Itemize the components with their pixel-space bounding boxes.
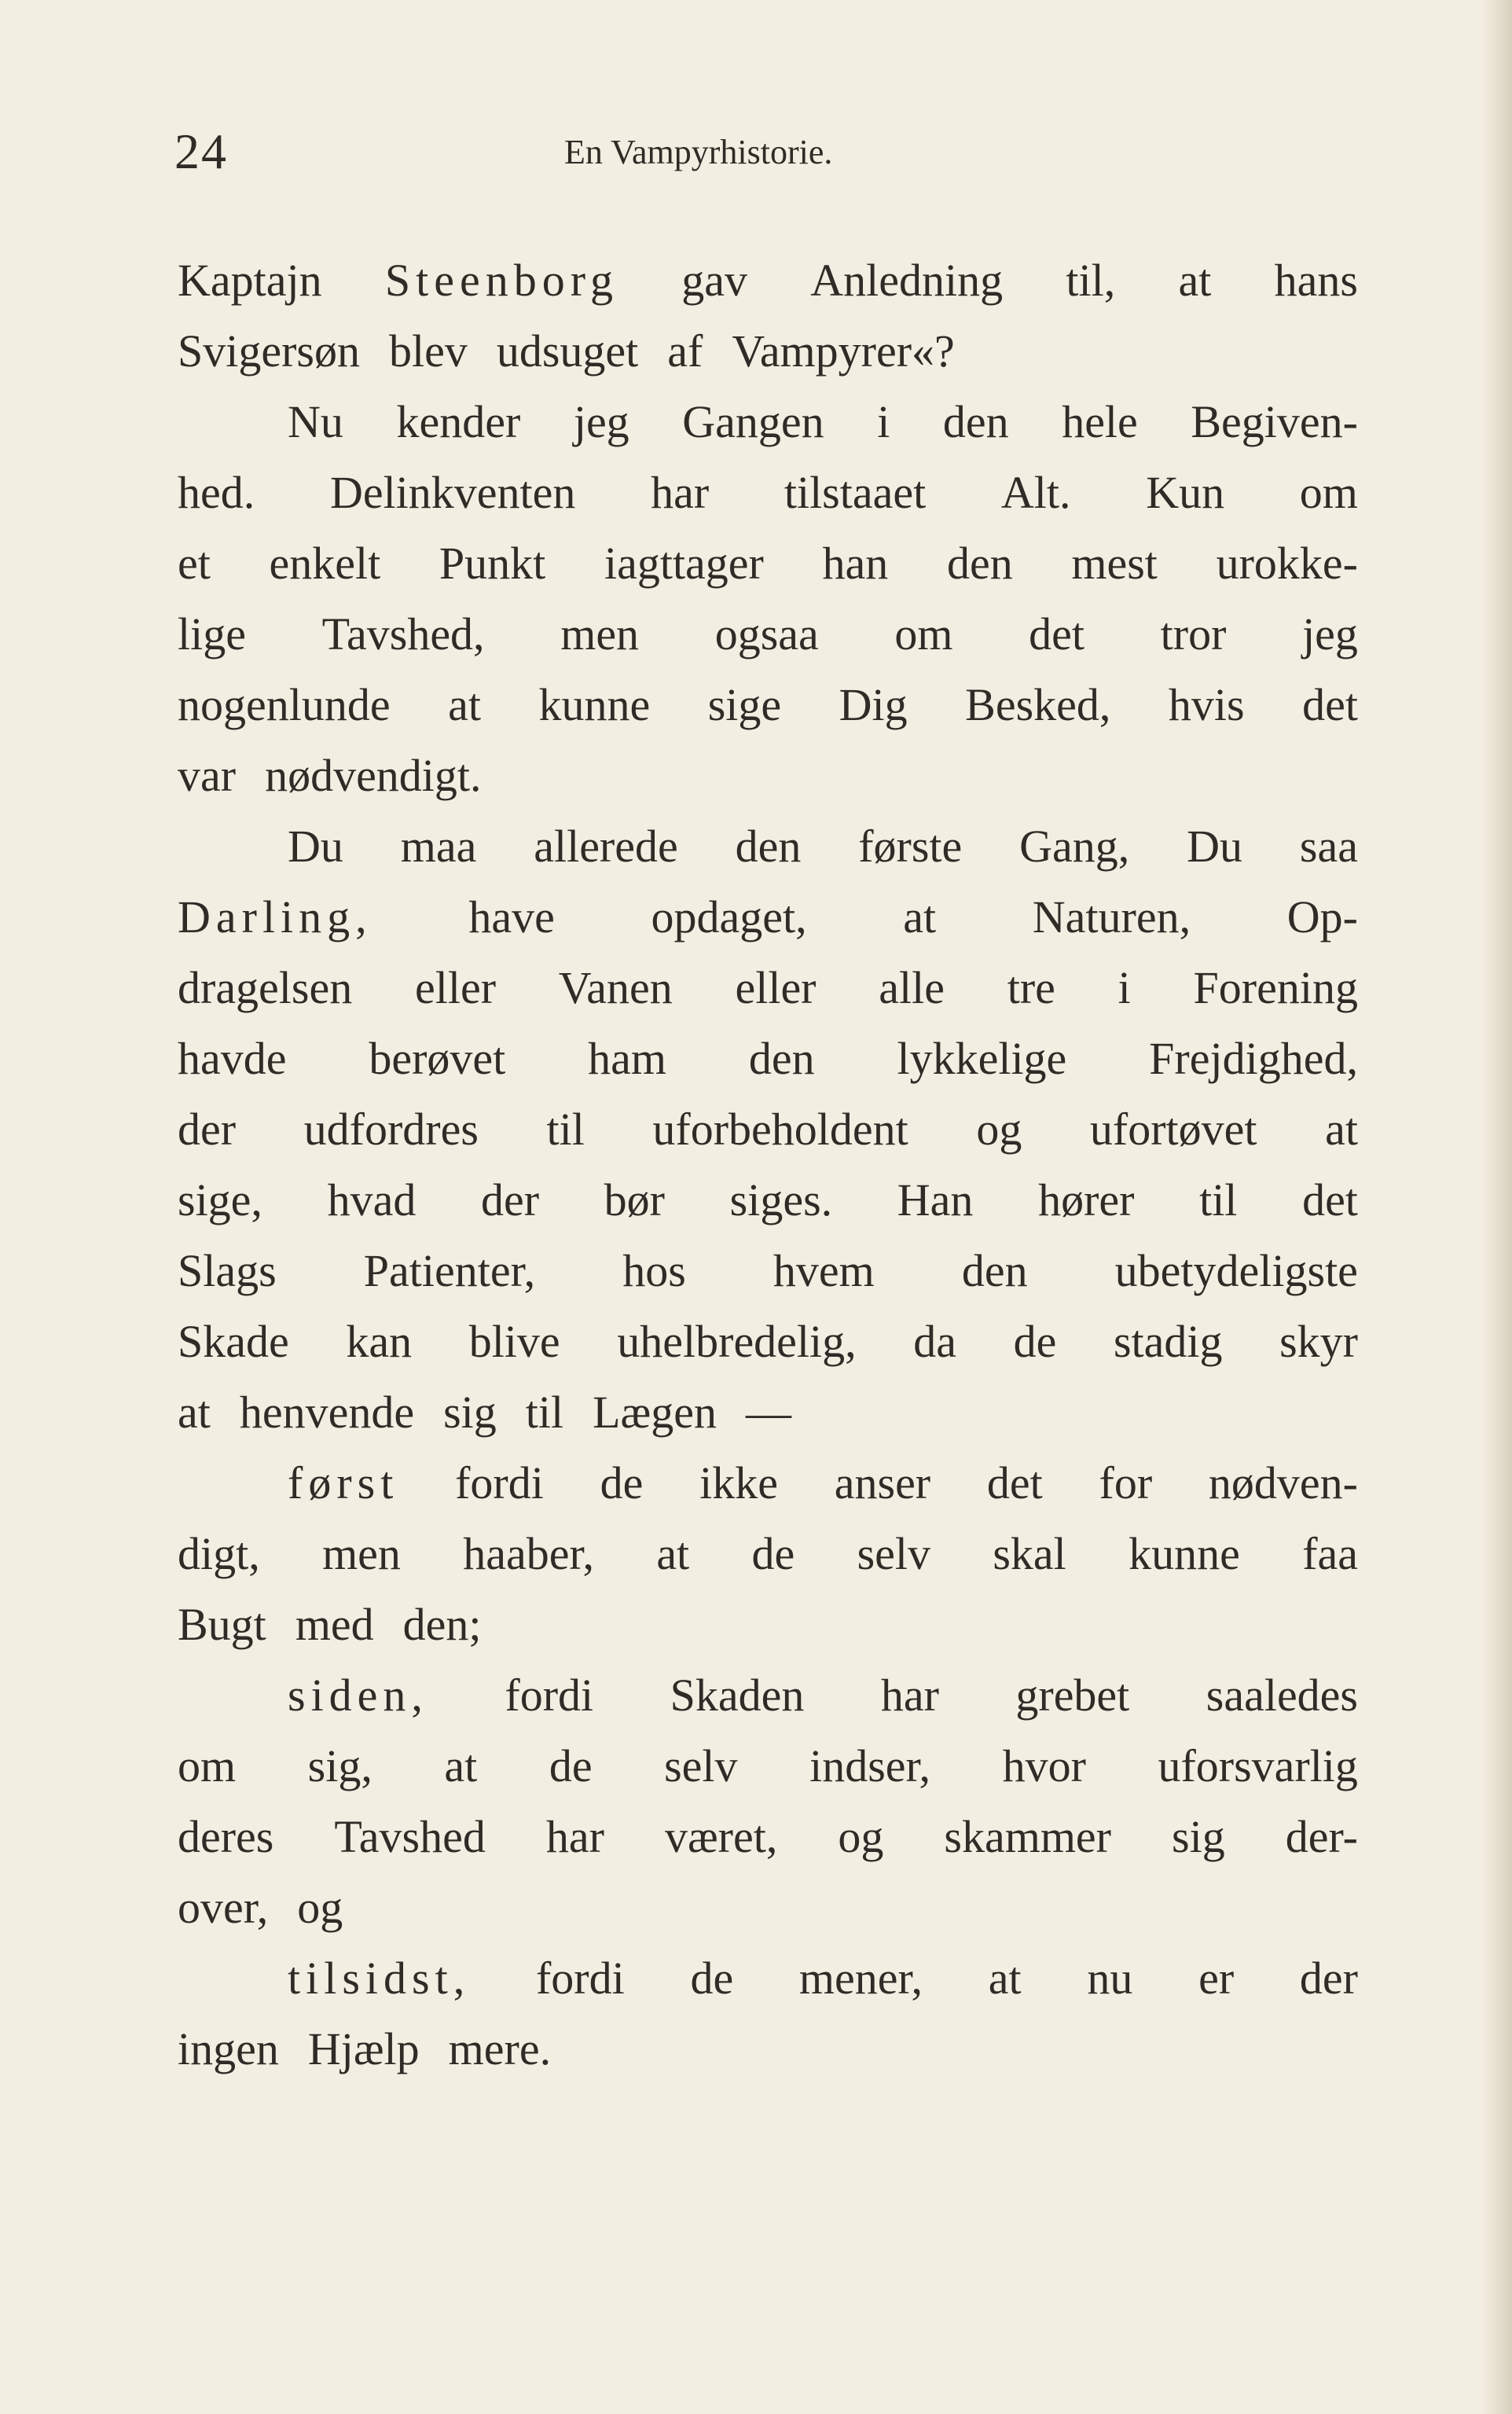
word: Darling, [178, 891, 372, 942]
word: havde [178, 1033, 287, 1084]
word: anser [834, 1457, 931, 1508]
word: jeg [573, 396, 629, 447]
word: Besked, [965, 679, 1111, 730]
word: har [880, 1670, 939, 1721]
word: Slags [178, 1245, 277, 1296]
text-line [178, 740, 1358, 811]
word: skammer [944, 1811, 1111, 1862]
word: sig [1172, 1811, 1225, 1862]
word: den; [402, 1599, 482, 1650]
word: der- [1285, 1811, 1358, 1862]
word: enkelt [269, 538, 381, 589]
word: det [1302, 679, 1358, 730]
word: skal [993, 1528, 1066, 1579]
word: bør [604, 1174, 665, 1225]
word: tre [1007, 962, 1055, 1013]
word: Naturen, [1032, 891, 1191, 942]
word: Lægen [593, 1387, 717, 1438]
word: ingen [178, 2023, 279, 2074]
word: hvem [773, 1245, 875, 1296]
word: og [976, 1104, 1022, 1155]
word: Tavshed, [321, 608, 485, 660]
word: blive [468, 1316, 560, 1367]
word: have [468, 891, 555, 942]
word: Du [1187, 821, 1243, 872]
text-line [178, 1731, 1358, 1802]
word: iagttager [604, 538, 764, 589]
word: har [651, 467, 710, 518]
word: de [600, 1457, 644, 1508]
word: i [877, 396, 890, 447]
word: uhelbredelig, [617, 1316, 857, 1367]
word: til, [1066, 255, 1116, 306]
word: selv [857, 1528, 931, 1579]
word: lykkelige [897, 1033, 1067, 1084]
running-title: En Vampyrhistorie. [564, 133, 833, 171]
word: maa [400, 821, 477, 872]
word: de [690, 1953, 734, 2004]
text-line [178, 1519, 1358, 1589]
word: fordi [455, 1457, 544, 1508]
word: men [560, 608, 640, 660]
word: er [1198, 1953, 1235, 2004]
word: mest [1071, 538, 1158, 589]
word: Begiven- [1191, 396, 1358, 447]
word: — [745, 1387, 791, 1438]
word: til [1199, 1174, 1238, 1225]
word: han [822, 538, 889, 589]
word: faa [1302, 1528, 1358, 1579]
word: at [444, 1740, 478, 1791]
word: Alt. [1000, 467, 1071, 518]
word: om [894, 608, 953, 660]
word: Forening [1193, 962, 1358, 1013]
word: Kun [1146, 467, 1225, 518]
word: den [946, 538, 1013, 589]
text-line [178, 670, 1358, 740]
word: Skade [178, 1316, 289, 1367]
word: Skaden [670, 1670, 805, 1721]
word: blev [389, 325, 468, 377]
word: at [903, 891, 937, 942]
text-line [178, 882, 1358, 953]
word: med [295, 1599, 374, 1650]
body-text [178, 245, 1358, 2085]
word: første [858, 821, 963, 872]
word: om [1299, 467, 1358, 518]
word: alle [879, 962, 945, 1013]
word: til [525, 1387, 564, 1438]
word: nødven- [1208, 1457, 1358, 1508]
word: hos [622, 1245, 686, 1296]
word: uforbeholdent [652, 1104, 908, 1155]
word: om [178, 1740, 237, 1791]
text-line [178, 528, 1358, 599]
text-line [178, 245, 1358, 316]
word: sige [707, 679, 782, 730]
word: ubetydeligste [1114, 1245, 1358, 1296]
word: dragelsen [178, 962, 353, 1013]
word: tilsidst, [288, 1953, 471, 2004]
word: lige [178, 608, 246, 660]
word: sig, [307, 1740, 372, 1791]
word: den [748, 1033, 815, 1084]
text-line [178, 953, 1358, 1023]
word: den [961, 1245, 1028, 1296]
word: og [838, 1811, 884, 1862]
word: ham [588, 1033, 666, 1084]
word: indser, [809, 1740, 931, 1791]
word: skyr [1279, 1316, 1358, 1367]
word: fordi [535, 1953, 625, 2004]
word: det [986, 1457, 1043, 1508]
text-line [178, 1802, 1358, 1872]
word: eller [414, 962, 497, 1013]
word: Dig [839, 679, 908, 730]
word: siden, [288, 1670, 428, 1721]
word: grebet [1015, 1670, 1130, 1721]
word: og [297, 1882, 343, 1933]
word: hans [1274, 255, 1358, 306]
word: tilstaaet [784, 467, 927, 518]
word: stadig [1113, 1316, 1223, 1367]
word: hed. [178, 467, 255, 518]
word: der [1299, 1953, 1358, 2004]
word: sig [443, 1387, 497, 1438]
word: sige, [178, 1174, 262, 1225]
word: de [549, 1740, 593, 1791]
text-line [178, 1448, 1358, 1519]
word: saaledes [1206, 1670, 1358, 1721]
word: Vampyrer«? [732, 325, 955, 377]
word: først [288, 1457, 399, 1508]
word: var [178, 750, 237, 801]
word: ufortøvet [1089, 1104, 1257, 1155]
word: været, [664, 1811, 778, 1862]
word: gav [681, 255, 748, 306]
word: over, [178, 1882, 269, 1933]
word: af [667, 325, 703, 377]
word: berøvet [369, 1033, 506, 1084]
text-line [178, 1872, 1358, 1943]
word: Gangen [682, 396, 824, 447]
word: hvis [1168, 679, 1245, 730]
word: da [913, 1316, 956, 1367]
word: at [988, 1953, 1022, 2004]
word: Kaptajn [178, 255, 322, 306]
word: Bugt [178, 1599, 266, 1650]
word: tror [1160, 608, 1227, 660]
word: siges. [729, 1174, 833, 1225]
word: nødvendigt. [265, 750, 482, 801]
word: de [1013, 1316, 1057, 1367]
text-line [178, 1377, 1358, 1448]
word: Tavshed [334, 1811, 486, 1862]
text-line [178, 457, 1358, 528]
page-number: 24 [174, 123, 228, 179]
word: hører [1038, 1174, 1135, 1225]
word: jeg [1302, 608, 1358, 660]
word: Anledning [810, 255, 1004, 306]
word: Nu [288, 396, 343, 447]
text-line [178, 387, 1358, 457]
word: den [735, 821, 802, 872]
word: men [322, 1528, 401, 1579]
word: mere. [448, 2023, 552, 2074]
word: uforsvarlig [1158, 1740, 1358, 1791]
word: Du [288, 821, 343, 872]
word: Op- [1286, 891, 1358, 942]
page-header [0, 124, 1512, 179]
word: det [1302, 1174, 1358, 1225]
word: mener, [798, 1953, 923, 2004]
word: Hjælp [307, 2023, 420, 2074]
word: Frejdighed, [1149, 1033, 1358, 1084]
word: fordi [505, 1670, 594, 1721]
word: i [1117, 962, 1131, 1013]
word: de [751, 1528, 795, 1579]
word: udsuget [496, 325, 639, 377]
word: at [178, 1387, 211, 1438]
word: der [178, 1104, 237, 1155]
text-line [178, 599, 1358, 670]
word: eller [735, 962, 817, 1013]
word: til [546, 1104, 585, 1155]
text-line [178, 1306, 1358, 1377]
text-line [178, 1023, 1358, 1094]
text-line [178, 2014, 1358, 2085]
text-line [178, 1165, 1358, 1236]
word: et [178, 538, 211, 589]
text-line [178, 1589, 1358, 1660]
word: Svigersøn [178, 325, 360, 377]
word: Han [897, 1174, 974, 1225]
word: nogenlunde [178, 679, 391, 730]
word: kunne [1128, 1528, 1240, 1579]
word: at [1178, 255, 1212, 306]
word: den [942, 396, 1009, 447]
word: for [1099, 1457, 1153, 1508]
word: har [545, 1811, 604, 1862]
text-line [178, 1094, 1358, 1165]
word: haaber, [463, 1528, 594, 1579]
word: selv [664, 1740, 738, 1791]
word: ikke [699, 1457, 778, 1508]
word: deres [178, 1811, 274, 1862]
word: Delinkventen [329, 467, 576, 518]
word: nu [1087, 1953, 1133, 2004]
word: at [656, 1528, 690, 1579]
word: hele [1062, 396, 1138, 447]
word: kender [396, 396, 521, 447]
text-line [178, 1943, 1358, 2014]
word: kan [346, 1316, 413, 1367]
page-edge-shadow [1481, 0, 1512, 2414]
text-line [178, 1236, 1358, 1306]
word: Vanen [558, 962, 673, 1013]
word: der [480, 1174, 540, 1225]
word: saa [1299, 821, 1358, 872]
text-line [178, 1660, 1358, 1731]
word: kunne [538, 679, 651, 730]
word: allerede [534, 821, 678, 872]
word: Steenborg [384, 255, 618, 306]
text-line [178, 316, 1358, 387]
word: henvende [239, 1387, 415, 1438]
text-line [178, 811, 1358, 882]
word: opdaget, [651, 891, 807, 942]
word: digt, [178, 1528, 260, 1579]
word: at [1325, 1104, 1358, 1155]
word: at [448, 679, 481, 730]
word: Patienter, [363, 1245, 536, 1296]
word: udfordres [303, 1104, 479, 1155]
word: Punkt [439, 538, 546, 589]
word: hvad [327, 1174, 417, 1225]
word: hvor [1002, 1740, 1086, 1791]
word: det [1029, 608, 1085, 660]
word: ogsaa [714, 608, 819, 660]
word: urokke- [1216, 538, 1358, 589]
word: Gang, [1019, 821, 1130, 872]
